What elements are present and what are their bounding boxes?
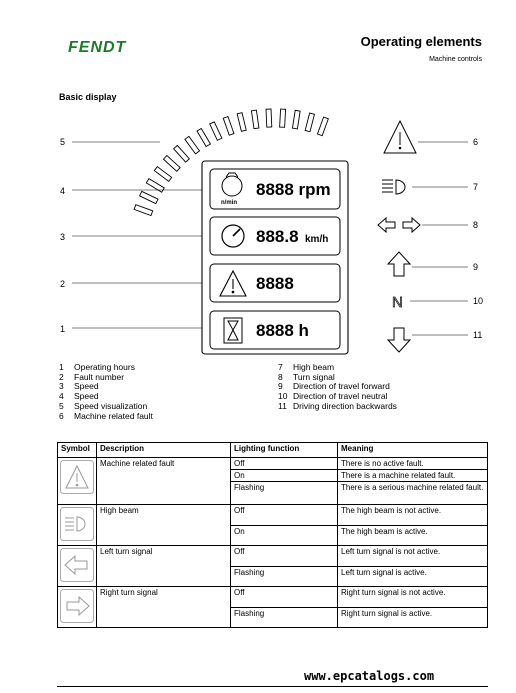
legend-number: 1 — [59, 362, 64, 372]
basic-display-diagram — [0, 100, 516, 362]
callout-6: 6 — [473, 137, 479, 147]
arc-segment — [280, 109, 286, 127]
footer-rule — [57, 686, 488, 687]
arc-segment — [305, 113, 314, 132]
page-title: Operating elements — [360, 34, 482, 49]
legend-text: Speed visualization — [74, 400, 148, 411]
legend-text: Speed — [74, 381, 99, 392]
lighting-function-cell: Off — [231, 546, 338, 567]
legend-text: Direction of travel neutral — [293, 391, 388, 402]
arc-segment — [163, 155, 180, 171]
legend-right — [278, 363, 397, 412]
description-cell: Machine related fault — [97, 458, 231, 505]
col-lighting-function: Lighting function — [231, 443, 338, 458]
section-title: Basic display — [59, 92, 117, 102]
callout-4: 4 — [60, 186, 66, 196]
table-row — [58, 458, 488, 470]
arc-segment — [140, 191, 158, 203]
hours-value: 8888 h — [256, 321, 309, 340]
right-arrow-icon — [60, 589, 94, 623]
logo-text: FENDT — [68, 39, 127, 54]
indicator-table — [57, 442, 488, 628]
speed-value: 888.8 — [256, 227, 299, 246]
legend-number: 7 — [278, 362, 283, 372]
table-row — [58, 505, 488, 526]
lighting-function-cell: Flashing — [231, 566, 338, 587]
legend-left — [59, 363, 153, 421]
legend-item — [59, 412, 153, 422]
lighting-function-cell: Flashing — [231, 482, 338, 505]
arc-segment — [174, 145, 190, 162]
rpm-unit-label: n/min — [221, 200, 237, 206]
arc-segment — [197, 128, 210, 146]
left-arrow-icon — [60, 548, 94, 582]
legend-text: High beam — [293, 362, 335, 372]
legend-text: Turn signal — [293, 371, 335, 382]
lighting-function-cell: Off — [231, 458, 338, 470]
legend-number: 9 — [278, 381, 283, 392]
callout-5: 5 — [60, 137, 66, 147]
lighting-function-cell: Off — [231, 587, 338, 608]
lighting-function-cell: On — [231, 470, 338, 482]
callout-7: 7 — [473, 182, 479, 192]
indicator-high-beam-icon — [382, 180, 405, 194]
table-row — [58, 587, 488, 608]
rpm-value: 8888 rpm — [256, 180, 331, 199]
symbol-cell — [58, 546, 97, 587]
indicator-left-turn-icon — [378, 218, 395, 232]
meaning-cell: Right turn signal is active. — [338, 607, 488, 628]
legend-number: 2 — [59, 371, 64, 382]
warning-triangle-icon — [60, 460, 94, 494]
legend-number: 6 — [59, 410, 64, 421]
col-symbol: Symbol — [58, 443, 97, 458]
indicator-right-turn-icon — [403, 218, 420, 232]
symbol-cell — [58, 458, 97, 505]
arc-segment — [223, 117, 234, 136]
meaning-cell: The high beam is not active. — [338, 505, 488, 526]
arc-segment — [154, 167, 171, 182]
arc-segment — [292, 110, 300, 129]
page-subtitle: Machine controls — [429, 56, 482, 63]
legend-item — [278, 402, 397, 412]
lighting-function-cell: Flashing — [231, 607, 338, 628]
legend-number: 5 — [59, 400, 64, 411]
legend-number: 10 — [278, 391, 288, 402]
high-beam-icon — [60, 507, 94, 541]
legend-text: Operating hours — [74, 362, 135, 372]
legend-number: 3 — [59, 381, 64, 392]
indicator-backward-icon — [388, 328, 410, 352]
meaning-cell: There is no active fault. — [338, 458, 488, 470]
indicator-forward-icon — [388, 252, 410, 276]
arc-segment — [237, 113, 246, 132]
fault-value: 8888 — [256, 274, 294, 293]
callout-2: 2 — [60, 279, 66, 289]
arc-segment — [210, 122, 222, 140]
callout-10: 10 — [473, 296, 484, 306]
callout-8: 8 — [473, 220, 479, 230]
legend-text: Speed — [74, 391, 99, 402]
meaning-cell: Left turn signal is active. — [338, 566, 488, 587]
arc-segment — [134, 205, 153, 216]
callout-3: 3 — [60, 232, 66, 242]
legend-number: 11 — [278, 400, 287, 411]
symbol-cell — [58, 505, 97, 546]
watermark: www.epcatalogs.com — [304, 669, 435, 683]
callout-11: 11 — [473, 330, 483, 340]
description-cell: Right turn signal — [97, 587, 231, 628]
lighting-function-cell: On — [231, 525, 338, 546]
description-cell: Left turn signal — [97, 546, 231, 587]
meaning-cell: Right turn signal is not active. — [338, 587, 488, 608]
meaning-cell: There is a serious machine related fault. — [338, 482, 488, 505]
symbol-cell — [58, 587, 97, 628]
description-cell: High beam — [97, 505, 231, 546]
fendt-logo — [68, 38, 146, 54]
legend-number: 4 — [59, 391, 64, 402]
callout-1: 1 — [60, 324, 66, 334]
legend-text: Fault number — [74, 371, 125, 382]
callout-9: 9 — [473, 262, 479, 272]
arc-segment — [317, 117, 328, 136]
meaning-cell: The high beam is active. — [338, 525, 488, 546]
arc-segment — [266, 109, 272, 127]
indicator-neutral-icon: N — [392, 294, 403, 311]
legend-number: 8 — [278, 371, 283, 382]
legend-text: Driving direction backwards — [293, 400, 397, 411]
legend-text: Machine related fault — [74, 410, 153, 421]
col-meaning: Meaning — [338, 443, 488, 458]
speed-unit: km/h — [305, 234, 329, 245]
legend-text: Direction of travel forward — [293, 381, 390, 392]
table-row — [58, 546, 488, 567]
meaning-cell: Left turn signal is not active. — [338, 546, 488, 567]
meaning-cell: There is a machine related fault. — [338, 470, 488, 482]
arc-segment — [251, 110, 258, 129]
col-description: Description — [97, 443, 231, 458]
arc-segment — [185, 136, 200, 153]
lighting-function-cell: Off — [231, 505, 338, 526]
